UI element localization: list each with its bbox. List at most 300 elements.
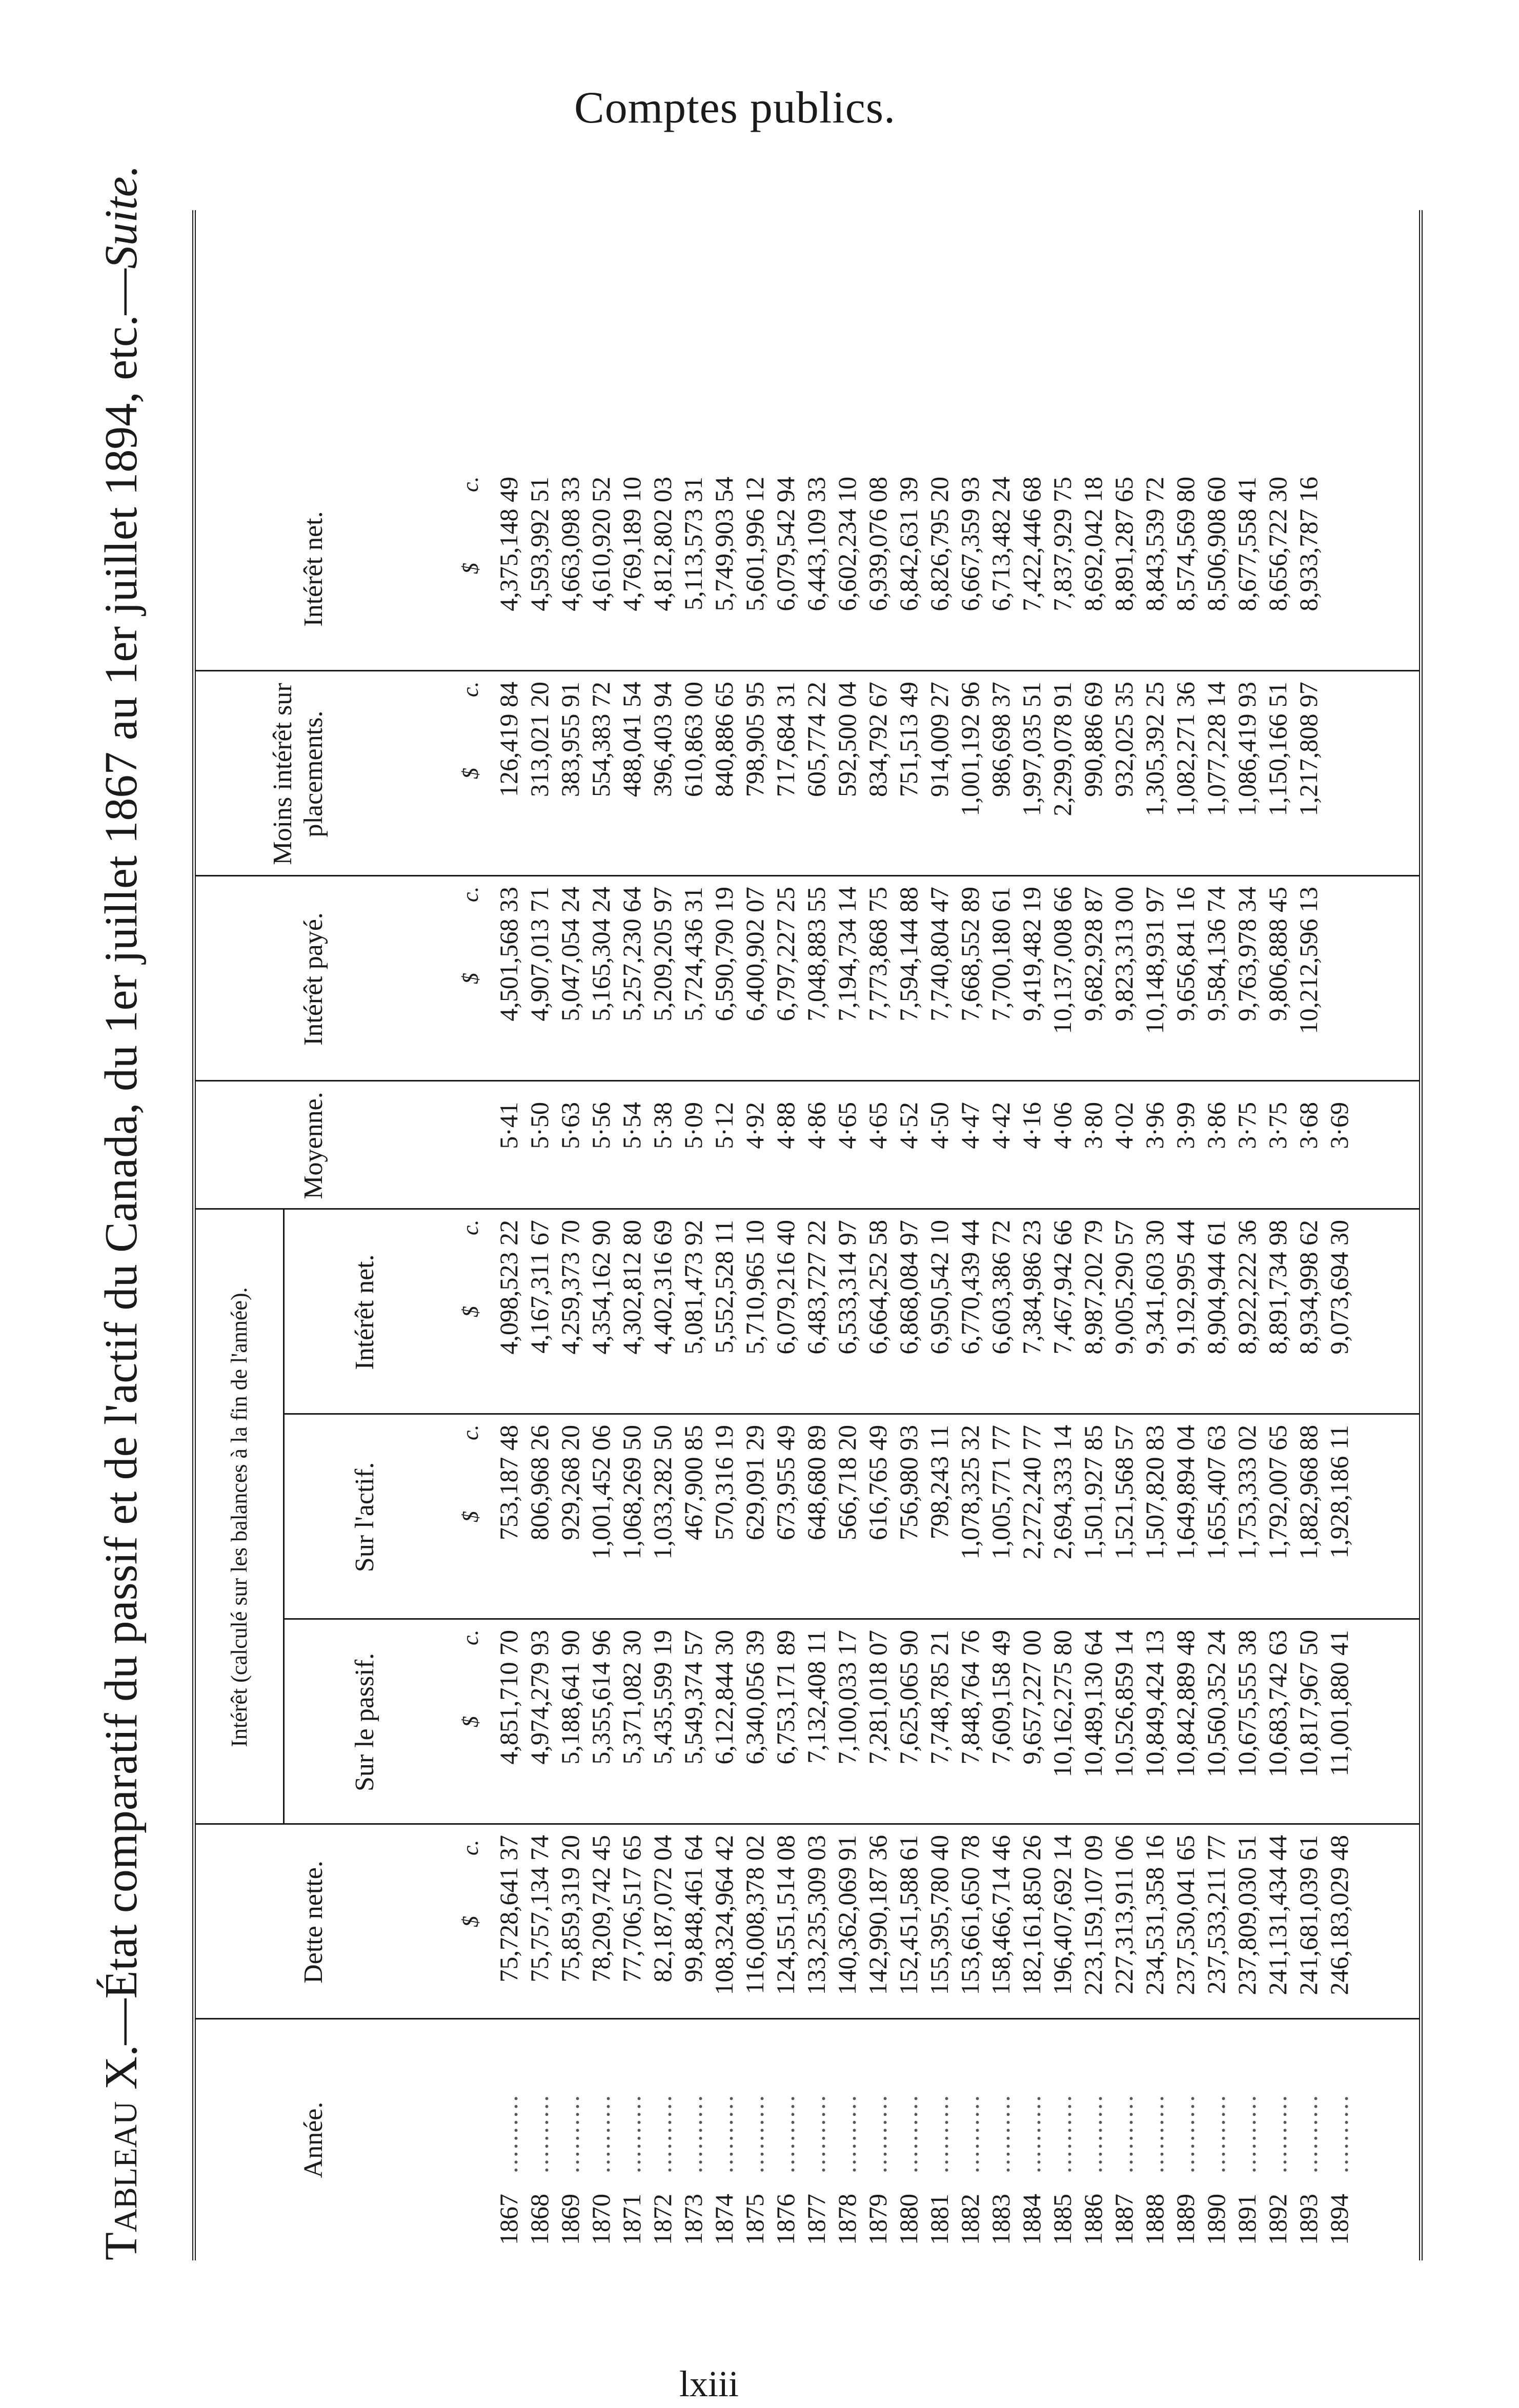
header-sur-passif: Sur le passif. — [350, 1652, 379, 1792]
cell-actif: 1,792,007 65 — [1263, 1425, 1292, 1560]
header-sur-actif: Sur l'actif. — [350, 1462, 379, 1573]
cell-actif: 756,980 93 — [894, 1425, 923, 1540]
cell-actif: 1,882,968 88 — [1294, 1425, 1323, 1560]
cell-final: 5,601,996 12 — [740, 477, 769, 611]
cell-dette: 227,313,911 06 — [1109, 1835, 1138, 1994]
header-dette: Dette nette. — [299, 1861, 328, 1984]
cell-actif: 467,900 85 — [679, 1425, 707, 1540]
cell-moyenne: 5·63 — [556, 1102, 584, 1149]
cell-dette: 75,757,134 74 — [525, 1835, 554, 1983]
cell-final: 6,443,109 33 — [802, 477, 831, 611]
leader-dots: .......... — [894, 2094, 923, 2173]
cell-placements: 1,077,228 14 — [1202, 682, 1230, 817]
cell-passif: 11,001,880 41 — [1325, 1630, 1353, 1777]
cell-final: 4,593,992 51 — [525, 477, 554, 611]
cell-placements: 986,698 37 — [986, 682, 1015, 797]
unit-cents: c. — [458, 476, 483, 492]
cell-moyenne: 5·54 — [617, 1102, 646, 1149]
leader-dots: .......... — [1109, 2094, 1138, 2173]
cell-placements: 840,886 65 — [710, 682, 738, 797]
table-row — [801, 210, 832, 2260]
cell-placements: 1,150,166 51 — [1263, 682, 1292, 817]
cell-actif: 929,268 20 — [556, 1425, 584, 1540]
cell-year: 1872 — [648, 2194, 677, 2245]
cell-net: 9,192,995 44 — [1171, 1220, 1200, 1355]
cell-final: 6,667,359 93 — [956, 477, 984, 611]
cell-dette: 124,551,514 08 — [771, 1835, 800, 1995]
cell-dette: 99,848,461 64 — [679, 1835, 707, 1983]
cell-placements: 1,001,192 96 — [956, 682, 984, 817]
leader-dots: .......... — [525, 2094, 554, 2173]
leader-dots: .......... — [1263, 2094, 1292, 2173]
table-row — [493, 210, 524, 2260]
header-moyenne: Moyenne. — [299, 1092, 328, 1199]
cell-paye: 4,501,568 33 — [494, 887, 523, 1022]
cell-actif: 1,068,269 50 — [617, 1425, 646, 1560]
leader-dots: .......... — [1048, 2094, 1077, 2173]
cell-passif: 10,489,130 64 — [1079, 1630, 1107, 1778]
cell-net: 4,302,812 80 — [617, 1220, 646, 1355]
leader-dots: .......... — [1294, 2094, 1323, 2173]
cell-final: 5,749,903 54 — [710, 477, 738, 611]
cell-dette: 133,235,309 03 — [802, 1835, 831, 1995]
table-row — [1108, 210, 1139, 2260]
cell-year: 1882 — [956, 2194, 984, 2245]
cell-net: 8,891,734 98 — [1263, 1220, 1292, 1355]
cell-dette: 237,809,030 51 — [1232, 1835, 1261, 1995]
cell-moyenne: 4·47 — [956, 1102, 984, 1149]
cell-moyenne: 4·02 — [1109, 1102, 1138, 1149]
cell-actif: 570,316 19 — [710, 1425, 738, 1540]
cell-paye: 7,594,144 88 — [894, 887, 923, 1022]
cell-moyenne: 5·38 — [648, 1102, 677, 1149]
table-row — [770, 210, 801, 2260]
table-row — [924, 210, 955, 2260]
cell-net: 4,354,162 90 — [586, 1220, 615, 1355]
cell-dette: 237,533,211 77 — [1202, 1835, 1230, 1994]
cell-moyenne: 4·88 — [771, 1102, 800, 1149]
table-row — [1016, 210, 1047, 2260]
leader-dots: .......... — [833, 2094, 861, 2173]
cell-dette: 75,728,641 37 — [494, 1835, 523, 1983]
unit-dollar: $ — [458, 973, 483, 984]
cell-placements: 751,513 49 — [894, 682, 923, 797]
cell-placements: 932,025 35 — [1109, 682, 1138, 797]
cell-final: 6,713,482 24 — [986, 477, 1015, 611]
cell-moyenne: 3·69 — [1325, 1102, 1353, 1149]
table-row — [985, 210, 1016, 2260]
cell-paye: 9,823,313 00 — [1109, 887, 1138, 1022]
cell-paye: 9,584,136 74 — [1202, 887, 1230, 1022]
table-row — [555, 210, 585, 2260]
cell-paye: 9,806,888 45 — [1263, 887, 1292, 1022]
cell-dette: 241,681,039 61 — [1294, 1835, 1323, 1995]
cell-actif: 1,501,927 85 — [1079, 1425, 1107, 1560]
cell-year: 1893 — [1294, 2194, 1323, 2245]
cell-final: 7,422,446 68 — [1017, 477, 1046, 611]
cell-year: 1876 — [771, 2194, 800, 2245]
cell-net: 6,079,216 40 — [771, 1220, 800, 1355]
cell-passif: 5,435,599 19 — [648, 1630, 677, 1765]
cell-paye: 5,047,054 24 — [556, 887, 584, 1022]
cell-moyenne: 5·12 — [710, 1102, 738, 1149]
unit-dollar: $ — [458, 1306, 483, 1317]
cell-placements: 2,299,078 91 — [1048, 682, 1077, 817]
cell-moyenne: 4·16 — [1017, 1102, 1046, 1149]
cell-paye: 7,700,180 61 — [986, 887, 1015, 1022]
cell-dette: 82,187,072 04 — [648, 1835, 677, 1983]
cell-year: 1886 — [1079, 2194, 1107, 2245]
header-interet-group: Intérêt (calculé sur les balances à la fin de l'année). — [227, 1287, 252, 1747]
cell-placements: 1,086,419 93 — [1232, 682, 1261, 817]
table-row — [1047, 210, 1078, 2260]
cell-actif: 1,753,333 02 — [1232, 1425, 1261, 1560]
cell-moyenne: 3·96 — [1140, 1102, 1169, 1149]
cell-final: 4,812,802 03 — [648, 477, 677, 611]
leader-dots: .......... — [710, 2094, 738, 2173]
leader-dots: .......... — [1017, 2094, 1046, 2173]
cell-net: 6,950,542 10 — [925, 1220, 954, 1355]
running-head: Comptes publics. — [574, 83, 896, 133]
cell-year: 1868 — [525, 2194, 554, 2245]
cell-final: 8,656,722 30 — [1263, 477, 1292, 611]
cell-placements: 126,419 84 — [494, 682, 523, 797]
cell-dette: 155,395,780 40 — [925, 1835, 954, 1995]
cell-placements: 914,009 27 — [925, 682, 954, 797]
cell-dette: 182,161,850 26 — [1017, 1835, 1046, 1995]
cell-moyenne: 4·50 — [925, 1102, 954, 1149]
cell-year: 1892 — [1263, 2194, 1292, 2245]
data-table — [192, 210, 1423, 2260]
unit-cents: c. — [458, 1424, 483, 1440]
cell-final: 8,506,908 60 — [1202, 477, 1230, 611]
cell-net: 6,483,727 22 — [802, 1220, 831, 1355]
page-folio: lxiii — [679, 2363, 739, 2404]
cell-passif: 10,675,555 38 — [1232, 1630, 1261, 1778]
header-annee: Année. — [299, 2101, 328, 2178]
cell-year: 1871 — [617, 2194, 646, 2245]
cell-moyenne: 3·68 — [1294, 1102, 1323, 1149]
cell-final: 8,677,558 41 — [1232, 477, 1261, 611]
table-row — [955, 210, 985, 2260]
cell-paye: 10,212,596 13 — [1294, 887, 1323, 1034]
cell-net: 6,603,386 72 — [986, 1220, 1015, 1355]
table-row — [739, 210, 770, 2260]
cell-paye: 5,165,304 24 — [586, 887, 615, 1022]
table-row — [1231, 210, 1262, 2260]
cell-paye: 6,797,227 25 — [771, 887, 800, 1022]
cell-passif: 7,625,065 90 — [894, 1630, 923, 1765]
cell-year: 1888 — [1140, 2194, 1169, 2245]
cell-placements: 605,774 22 — [802, 682, 831, 797]
table-row — [524, 210, 555, 2260]
table-row — [1139, 210, 1170, 2260]
cell-net: 9,073,694 30 — [1325, 1220, 1353, 1355]
cell-placements: 313,021 20 — [525, 682, 554, 797]
cell-year: 1869 — [556, 2194, 584, 2245]
cell-placements: 610,863 00 — [679, 682, 707, 797]
header-moins-interet: Moins intérêt sur placements. — [268, 683, 328, 865]
cell-net: 4,259,373 70 — [556, 1220, 584, 1355]
table-row — [585, 210, 616, 2260]
group-underline — [283, 1210, 285, 1825]
cell-dette: 241,131,434 44 — [1263, 1835, 1292, 1995]
cell-actif: 1,078,325 32 — [956, 1425, 984, 1560]
cell-placements: 717,684 31 — [771, 682, 800, 797]
cell-passif: 7,100,033 17 — [833, 1630, 861, 1765]
cell-year: 1870 — [586, 2194, 615, 2245]
cell-dette: 108,324,964 42 — [710, 1835, 738, 1995]
cell-actif: 753,187 48 — [494, 1425, 523, 1540]
cell-moyenne: 5·41 — [494, 1102, 523, 1149]
cell-year: 1877 — [802, 2194, 831, 2245]
cell-moyenne: 5·56 — [586, 1102, 615, 1149]
table-caption — [95, 165, 148, 2260]
cell-actif: 1,005,771 77 — [986, 1425, 1015, 1560]
leader-dots: .......... — [1232, 2094, 1261, 2173]
leader-dots: .......... — [986, 2094, 1015, 2173]
caption-text: —État comparatif du passif et de l'actif du Canada, du 1er juillet 1867 au 1er juillet 1894, etc.— — [96, 269, 147, 2045]
cell-net: 8,922,222 36 — [1232, 1220, 1261, 1355]
cell-final: 8,891,287 65 — [1109, 477, 1138, 611]
table-row — [1170, 210, 1201, 2260]
cell-moyenne: 4·42 — [986, 1102, 1015, 1149]
cell-passif: 7,848,764 76 — [956, 1630, 984, 1765]
header-interet-paye: Intérêt payé. — [299, 912, 328, 1046]
cell-net: 4,167,311 67 — [525, 1220, 554, 1354]
table-row — [647, 210, 678, 2260]
leader-dots: .......... — [802, 2094, 831, 2173]
cell-actif: 1,655,407 63 — [1202, 1425, 1230, 1560]
cell-net: 4,402,316 69 — [648, 1220, 677, 1355]
cell-moyenne: 4·65 — [863, 1102, 892, 1149]
cell-passif: 4,974,279 93 — [525, 1630, 554, 1765]
cell-actif: 2,272,240 77 — [1017, 1425, 1046, 1560]
unit-cents: c. — [458, 681, 483, 697]
cell-net: 7,467,942 66 — [1048, 1220, 1077, 1355]
cell-year: 1887 — [1109, 2194, 1138, 2245]
cell-passif: 7,748,785 21 — [925, 1630, 954, 1765]
cell-actif: 2,694,333 14 — [1048, 1425, 1077, 1560]
cell-moyenne: 3·75 — [1232, 1102, 1261, 1149]
table-row — [862, 210, 893, 2260]
cell-placements: 488,041 54 — [617, 682, 646, 797]
cell-dette: 153,661,650 78 — [956, 1835, 984, 1995]
cell-passif: 10,849,424 13 — [1140, 1630, 1169, 1778]
cell-year: 1885 — [1048, 2194, 1077, 2245]
cell-passif: 7,609,158 49 — [986, 1630, 1015, 1765]
cell-dette: 142,990,187 36 — [863, 1835, 892, 1995]
leader-dots: .......... — [648, 2094, 677, 2173]
cell-moyenne: 5·50 — [525, 1102, 554, 1149]
header-interet-net-final: Intérêt net. — [299, 511, 328, 627]
table-row — [1324, 210, 1354, 2260]
table-body — [493, 210, 1354, 2260]
cell-paye: 7,773,868 75 — [863, 887, 892, 1022]
cell-final: 8,692,042 18 — [1079, 477, 1107, 611]
cell-paye: 4,907,013 71 — [525, 887, 554, 1022]
caption-suite: Suite. — [96, 165, 147, 269]
rotated-table-page — [69, 165, 1448, 2260]
leader-dots: .......... — [679, 2094, 707, 2173]
table-row — [1201, 210, 1231, 2260]
cell-passif: 6,122,844 30 — [710, 1630, 738, 1765]
leader-dots: .......... — [1325, 2094, 1353, 2173]
cell-moyenne: 4·52 — [894, 1102, 923, 1149]
cell-paye: 9,763,978 34 — [1232, 887, 1261, 1022]
cell-net: 9,341,603 30 — [1140, 1220, 1169, 1355]
cell-passif: 10,560,352 24 — [1202, 1630, 1230, 1778]
cell-actif: 629,091 29 — [740, 1425, 769, 1540]
cell-dette: 116,008,378 02 — [740, 1835, 769, 1994]
cell-paye: 5,724,436 31 — [679, 887, 707, 1022]
cell-passif: 5,371,082 30 — [617, 1630, 646, 1765]
table-row — [832, 210, 862, 2260]
cell-dette: 237,530,041 65 — [1171, 1835, 1200, 1995]
cell-passif: 10,683,742 63 — [1263, 1630, 1292, 1778]
unit-cents: c. — [458, 1629, 483, 1645]
cell-net: 5,552,528 11 — [710, 1220, 738, 1354]
cell-passif: 6,340,056 39 — [740, 1630, 769, 1765]
cell-final: 4,663,098 33 — [556, 477, 584, 611]
cell-paye: 9,682,928 87 — [1079, 887, 1107, 1022]
leader-dots: .......... — [586, 2094, 615, 2173]
cell-actif: 616,765 49 — [863, 1425, 892, 1540]
cell-placements: 592,500 04 — [833, 682, 861, 797]
cell-passif: 10,526,859 14 — [1109, 1630, 1138, 1778]
cell-moyenne: 3·86 — [1202, 1102, 1230, 1149]
cell-year: 1875 — [740, 2194, 769, 2245]
table-row — [678, 210, 708, 2260]
cell-dette: 75,859,319 20 — [556, 1835, 584, 1983]
cell-actif: 1,649,894 04 — [1171, 1425, 1200, 1560]
cell-year: 1894 — [1325, 2194, 1353, 2245]
cell-year: 1891 — [1232, 2194, 1261, 2245]
leader-dots: .......... — [771, 2094, 800, 2173]
cell-passif: 10,842,889 48 — [1171, 1630, 1200, 1778]
cell-final: 8,574,569 80 — [1171, 477, 1200, 611]
cell-actif: 673,955 49 — [771, 1425, 800, 1540]
table-row — [1078, 210, 1108, 2260]
cell-year: 1874 — [710, 2194, 738, 2245]
cell-placements: 834,792 67 — [863, 682, 892, 797]
leader-dots: .......... — [1079, 2094, 1107, 2173]
cell-actif: 1,928,186 11 — [1325, 1425, 1353, 1559]
cell-placements: 1,305,392 25 — [1140, 682, 1169, 817]
cell-dette: 152,451,588 61 — [894, 1835, 923, 1995]
leader-dots: .......... — [1140, 2094, 1169, 2173]
leader-dots: .......... — [956, 2094, 984, 2173]
cell-net: 8,987,202 79 — [1079, 1220, 1107, 1355]
cell-placements: 396,403 94 — [648, 682, 677, 797]
cell-passif: 5,188,641 90 — [556, 1630, 584, 1765]
cell-year: 1880 — [894, 2194, 923, 2245]
cell-actif: 1,001,452 06 — [586, 1425, 615, 1560]
cell-year: 1881 — [925, 2194, 954, 2245]
cell-final: 4,375,148 49 — [494, 477, 523, 611]
caption-label: Tableau X. — [96, 2045, 147, 2260]
cell-net: 8,904,944 61 — [1202, 1220, 1230, 1355]
cell-moyenne: 4·92 — [740, 1102, 769, 1149]
cell-paye: 5,209,205 97 — [648, 887, 677, 1022]
cell-year: 1879 — [863, 2194, 892, 2245]
cell-final: 8,933,787 16 — [1294, 477, 1323, 611]
table-row — [1293, 210, 1324, 2260]
cell-moyenne: 4·65 — [833, 1102, 861, 1149]
cell-final: 6,602,234 10 — [833, 477, 861, 611]
cell-paye: 7,194,734 14 — [833, 887, 861, 1022]
cell-paye: 10,148,931 97 — [1140, 887, 1169, 1034]
unit-dollar: $ — [458, 1916, 483, 1927]
cell-actif: 1,507,820 83 — [1140, 1425, 1169, 1560]
cell-final: 6,079,542 94 — [771, 477, 800, 611]
cell-placements: 798,905 95 — [740, 682, 769, 797]
cell-year: 1890 — [1202, 2194, 1230, 2245]
header-interet-net: Intérêt net. — [350, 1254, 379, 1370]
cell-moyenne: 4·86 — [802, 1102, 831, 1149]
cell-year: 1878 — [833, 2194, 861, 2245]
cell-dette: 158,466,714 46 — [986, 1835, 1015, 1995]
cell-paye: 6,590,790 19 — [710, 887, 738, 1022]
leader-dots: .......... — [863, 2094, 892, 2173]
cell-dette: 140,362,069 91 — [833, 1835, 861, 1995]
cell-net: 8,934,998 62 — [1294, 1220, 1323, 1355]
cell-moyenne: 3·80 — [1079, 1102, 1107, 1149]
table-row — [893, 210, 924, 2260]
cell-moyenne: 5·09 — [679, 1102, 707, 1149]
cell-paye: 7,740,804 47 — [925, 887, 954, 1022]
cell-placements: 1,217,808 97 — [1294, 682, 1323, 817]
cell-final: 6,826,795 20 — [925, 477, 954, 611]
table-row — [1262, 210, 1293, 2260]
cell-net: 5,710,965 10 — [740, 1220, 769, 1355]
cell-actif: 648,680 89 — [802, 1425, 831, 1540]
cell-paye: 10,137,008 66 — [1048, 887, 1077, 1034]
cell-passif: 9,657,227 00 — [1017, 1630, 1046, 1765]
cell-net: 9,005,290 57 — [1109, 1220, 1138, 1355]
cell-placements: 1,997,035 51 — [1017, 682, 1046, 817]
leader-dots: .......... — [494, 2094, 523, 2173]
unit-dollar: $ — [458, 768, 483, 779]
cell-paye: 9,419,482 19 — [1017, 887, 1046, 1022]
cell-year: 1883 — [986, 2194, 1015, 2245]
unit-dollar: $ — [458, 1716, 483, 1727]
leader-dots: .......... — [1202, 2094, 1230, 2173]
cell-actif: 798,243 11 — [925, 1425, 954, 1540]
cell-year: 1873 — [679, 2194, 707, 2245]
cell-dette: 246,183,029 48 — [1325, 1835, 1353, 1995]
unit-cents: c. — [458, 886, 483, 902]
cell-final: 8,843,539 72 — [1140, 477, 1169, 611]
cell-dette: 196,407,692 14 — [1048, 1835, 1077, 1995]
cell-year: 1867 — [494, 2194, 523, 2245]
cell-moyenne: 3·99 — [1171, 1102, 1200, 1149]
cell-paye: 5,257,230 64 — [617, 887, 646, 1022]
cell-paye: 7,668,552 89 — [956, 887, 984, 1022]
cell-net: 5,081,473 92 — [679, 1220, 707, 1355]
cell-paye: 7,048,883 55 — [802, 887, 831, 1022]
cell-passif: 10,162,275 80 — [1048, 1630, 1077, 1778]
cell-moyenne: 3·75 — [1263, 1102, 1292, 1149]
leader-dots: .......... — [617, 2094, 646, 2173]
cell-placements: 554,383 72 — [586, 682, 615, 797]
cell-dette: 78,209,742 45 — [586, 1835, 615, 1983]
leader-dots: .......... — [1171, 2094, 1200, 2173]
cell-paye: 9,656,841 16 — [1171, 887, 1200, 1022]
cell-final: 5,113,573 31 — [679, 477, 707, 610]
cell-actif: 1,521,568 57 — [1109, 1425, 1138, 1560]
cell-final: 7,837,929 75 — [1048, 477, 1077, 611]
